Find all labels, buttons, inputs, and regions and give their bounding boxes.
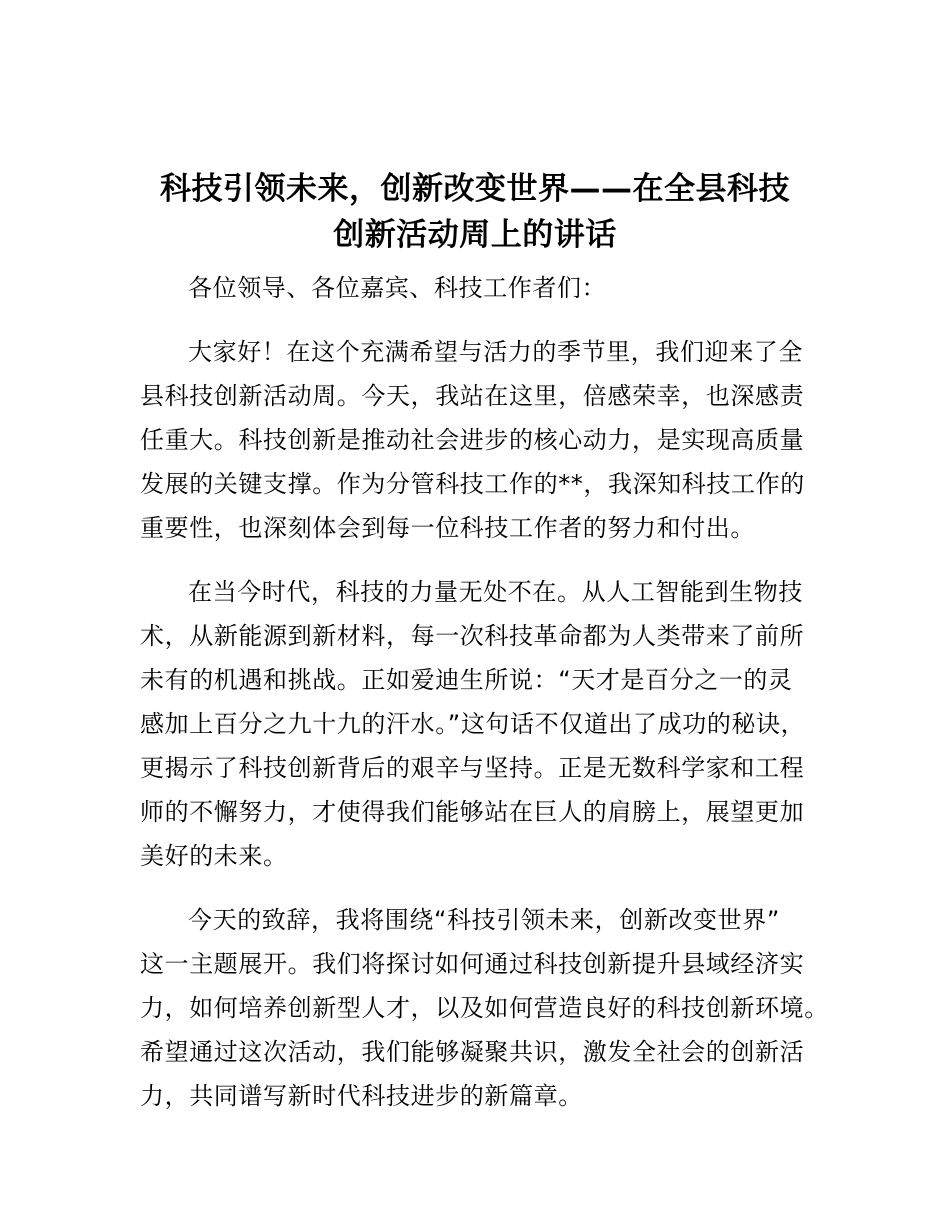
title-line-2: 创新活动周上的讲话 [333,217,617,253]
paragraph-line: 美好的未来。 [140,842,288,870]
paragraph-line: 师的不懈努力，才使得我们能够站在巨人的肩膀上，展望更加 [140,798,805,826]
paragraph-line: 各位领导、各位嘉宾、科技工作者们： [188,274,607,302]
paragraph-line: 任重大。科技创新是推动社会进步的核心动力，是实现高质量 [140,426,805,454]
paragraph-line: 重要性，也深刻体会到每一位科技工作者的努力和付出。 [140,514,755,542]
paragraph-line: 力，共同谱写新时代科技进步的新篇章。 [140,1082,583,1110]
era-paragraph [140,570,830,878]
paragraph-line: 未有的机遇和挑战。正如爱迪生所说：“天才是百分之一的灵 [140,666,793,694]
paragraph-line: 希望通过这次活动，我们能够凝聚共识，激发全社会的创新活 [140,1038,805,1066]
paragraph-line: 今天的致辞，我将围绕“科技引领未来，创新改变世界” [188,906,780,934]
paragraph-line: 在当今时代，科技的力量无处不在。从人工智能到生物技 [188,578,803,606]
theme-paragraph [140,898,830,1118]
paragraph-line: 县科技创新活动周。今天，我站在这里，倍感荣幸，也深感责 [140,382,805,410]
paragraph-line: 术，从新能源到新材料，每一次科技革命都为人类带来了前所 [140,622,805,650]
paragraph-line: 更揭示了科技创新背后的艰辛与坚持。正是无数科学家和工程 [140,754,805,782]
paragraph-line: 力，如何培养创新型人才，以及如何营造良好的科技创新环境。 [140,994,829,1022]
greeting-paragraph [140,330,830,550]
document-title [140,166,810,258]
paragraph-line: 感加上百分之九十九的汗水。”这句话不仅道出了成功的秘诀， [140,710,806,738]
title-line-1: 科技引领未来，创新改变世界——在全县科技 [160,171,790,207]
paragraph-line: 大家好！在这个充满希望与活力的季节里，我们迎来了全 [188,338,803,366]
salutation-paragraph [140,266,830,310]
paragraph-line: 这一主题展开。我们将探讨如何通过科技创新提升县域经济实 [140,950,805,978]
paragraph-line: 发展的关键支撑。作为分管科技工作的**，我深知科技工作的 [140,470,805,498]
document-body [140,266,830,1138]
